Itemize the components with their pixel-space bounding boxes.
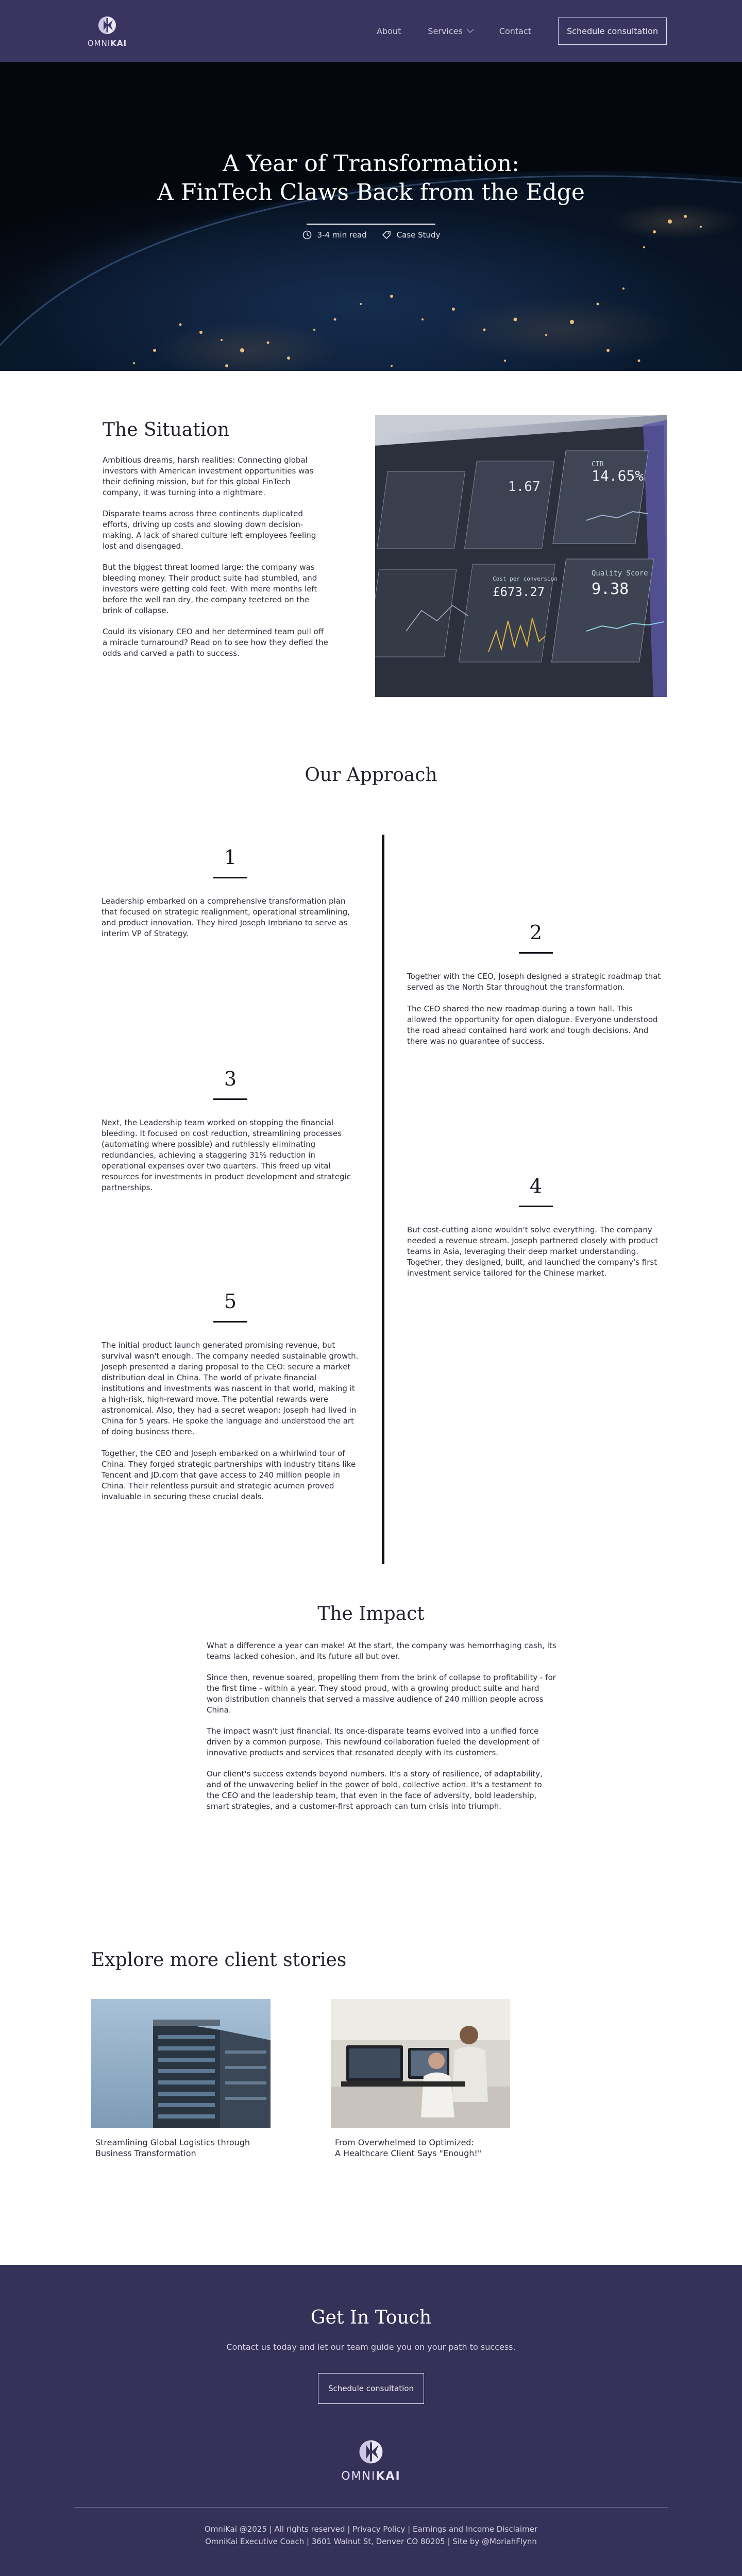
tag-icon — [381, 230, 392, 240]
approach-step-2 — [407, 921, 665, 1058]
omnikai-logo-icon — [356, 2437, 386, 2467]
footer-subtitle: Contact us today and let our team guide you on your path to success. — [226, 2342, 516, 2352]
nav-contact-link[interactable]: Contact — [499, 26, 532, 36]
explore-section — [0, 1933, 742, 2265]
situation-paragraph: Disparate teams across three continents duplicated efforts, driving up costs and slowing down decision-making. A lack of shared culture left employees feeling lost and disengaged. — [103, 509, 316, 551]
hero-title-line-2: A FinTech Claws Back from the Edge — [157, 179, 585, 206]
impact-title: The Impact — [317, 1603, 425, 1624]
approach-step-5 — [102, 1290, 359, 1513]
approach-title: Our Approach — [305, 765, 437, 786]
step-paragraph: Together, the CEO and Joseph embarked on a whirlwind tour of China. They forged strategic partnerships with industry titans like Tencent and JD.com that gave access to 240 million people in China. Their relentless pursuit and strategic acumen proved invaluable in securing these crucial deals. — [102, 1449, 356, 1501]
step-underline — [519, 1206, 553, 1207]
approach-section — [0, 732, 742, 1603]
dashboard-value-top-mid: 1.67 — [508, 479, 541, 495]
read-time-label: 3-4 min read — [317, 230, 367, 240]
logo-wordmark: OMNIKAI — [87, 39, 127, 48]
situation-paragraph: Could its visionary CEO and her determined team pull off a miracle turnaround? Read on to see how they defied the odds and carved a path to success. — [103, 627, 328, 658]
card-title: From Overwhelmed to Optimized: A Healthcare Client Says "Enough!" — [335, 2138, 482, 2158]
dashboard-value-cost: £673.27 — [493, 585, 545, 599]
clock-icon — [302, 230, 312, 240]
earnings-disclaimer-link[interactable]: Earnings and Income Disclaimer — [412, 2524, 538, 2534]
all-rights-reserved: All rights reserved — [274, 2524, 345, 2534]
nav-services-label: Services — [428, 26, 463, 36]
omnikai-logo-icon — [96, 14, 119, 37]
footer-title: Get In Touch — [310, 2307, 432, 2328]
nav-about-link[interactable]: About — [376, 26, 401, 36]
approach-step-4 — [407, 1175, 665, 1290]
chevron-down-icon — [467, 26, 474, 33]
footer-logo[interactable] — [340, 2437, 402, 2483]
hero-title — [0, 149, 742, 207]
dashboard-label-ctr: CTR — [592, 461, 604, 468]
logistics-building-image — [91, 1999, 271, 2128]
step-paragraph: Next, the Leadership team worked on stopping the financial bleeding. It focused on cost reduction, streamlining processes (automating where possible) and ruthlessly eliminating redundancies, achieving a staggering 31% reduction in operational expenses over two quarters. This freed up vital resources for investments in product development and strategic partnerships. — [102, 1118, 351, 1192]
situation-paragraph: Ambitious dreams, harsh realities: Connecting global investors with American investment opportunities was their defining mission, but for this global FinTech company, it was turning into a nightmare. — [103, 455, 314, 497]
step-paragraph: The initial product launch generated promising revenue, but survival wasn't enough. The company needed sustainable growth. Joseph presented a daring proposal to the CEO: secure a market distribution deal in China. The world of private financial institutions and investments was nascent in that world, making it a high-risk, high-reward move. The potential rewards were astronomical. Also, they had a secret weapon: Joseph had lived in China for 5 years. He spoke the language and understood the art of doing business there. — [102, 1341, 359, 1436]
client-story-card-healthcare[interactable] — [331, 1999, 510, 2159]
step-underline — [519, 952, 553, 954]
hero-divider — [307, 224, 435, 225]
situation-text — [103, 419, 329, 669]
dashboard-value-quality: 9.38 — [592, 580, 629, 598]
schedule-consultation-button[interactable]: Schedule consultation — [558, 18, 667, 45]
hero-banner — [0, 62, 742, 371]
impact-paragraph: The impact wasn't just financial. Its once-disparate teams evolved into a unified force driven by a common purpose. This newfound collaboration fueled the development of innovative products and services that resonated deeply with its customers. — [207, 1726, 539, 1757]
step-paragraph: Together with the CEO, Joseph designed a strategic roadmap that served as the North Star throughout the transformation. — [407, 972, 661, 992]
footer-schedule-consultation-button[interactable]: Schedule consultation — [318, 2373, 424, 2404]
analytics-dashboard-image — [375, 415, 667, 697]
nav-services-link[interactable] — [428, 26, 472, 36]
hero-content — [0, 149, 742, 240]
step-underline — [213, 877, 247, 878]
impact-text — [207, 1640, 557, 1822]
situation-section — [0, 371, 742, 732]
office-tower-illustration — [91, 1999, 271, 2128]
step-underline — [213, 1098, 247, 1100]
office-workers-illustration — [331, 1999, 510, 2128]
situation-title: The Situation — [103, 419, 230, 440]
approach-step-3 — [102, 1067, 359, 1204]
footer-legal-line: OmniKai @2025 | All rights reserved | Privacy Policy | Earnings and Income Disclaimer — [204, 2524, 538, 2534]
healthcare-office-image — [331, 1999, 510, 2128]
top-nav — [0, 0, 742, 62]
impact-paragraph: Since then, revenue soared, propelling them from the brink of collapse to profitability - for the first time - within a year. They stood proud, with a growing product suite and hard won distribution channels that served a massive audience of 240 million people across China. — [207, 1673, 556, 1715]
step-number: 1 — [224, 846, 237, 869]
step-paragraph: But cost-cutting alone wouldn't solve everything. The company needed a revenue stream. Joseph partnered closely with product teams in Asia, leveraging their deep market understanding. Together, they designed, built, and launched the company's first investment service tailored for the Chinese market. — [407, 1225, 659, 1278]
dashboard-label-quality: Quality Score — [592, 569, 648, 578]
hero-meta — [0, 230, 742, 240]
card-title: Streamlining Global Logistics through Business Transformation — [95, 2138, 250, 2158]
footer-address-line: OmniKai Executive Coach | 3601 Walnut St, Denver CO 80205 | Site by @MoriahFlynn — [205, 2537, 537, 2546]
site-credit-link[interactable]: Site by @MoriahFlynn — [452, 2537, 537, 2546]
category — [381, 230, 441, 240]
approach-step-1 — [102, 846, 359, 950]
step-number: 2 — [529, 921, 543, 944]
privacy-policy-link[interactable]: Privacy Policy — [352, 2524, 406, 2534]
step-underline — [213, 1321, 247, 1323]
company-address: 3601 Walnut St, Denver CO 80205 — [311, 2537, 445, 2546]
category-label: Case Study — [396, 230, 441, 240]
read-time — [302, 230, 367, 240]
copyright: OmniKai @2025 — [204, 2524, 267, 2534]
step-number: 4 — [529, 1175, 543, 1197]
dashboard-label-cost: Cost per conversion — [493, 575, 558, 582]
impact-paragraph: Our client's success extends beyond numbers. It's a story of resilience, of adaptability, and of the unwavering belief in the power of bold, collective action. It's a testament to the CEO and the leadership team, that even in the face of adversity, bold leadership, smart strategies, and a customer-first approach can turn crisis into triumph. — [207, 1769, 543, 1811]
step-number: 3 — [224, 1067, 237, 1090]
dashboard-value-ctr: 14.65% — [592, 467, 644, 484]
client-story-card-logistics[interactable] — [91, 1999, 271, 2159]
footer-logo-wordmark: OMNIKAI — [341, 2470, 401, 2483]
dashboard-screen-illustration — [375, 415, 667, 697]
explore-title: Explore more client stories — [91, 1950, 347, 1971]
hero-title-line-1: A Year of Transformation: — [223, 150, 519, 177]
company-name: OmniKai Executive Coach — [205, 2537, 305, 2546]
nav-links — [377, 18, 667, 45]
timeline-divider — [382, 835, 384, 1564]
step-paragraph: The CEO shared the new roadmap during a town hall. This allowed the opportunity for open dialogue. Everyone understood the road ahead contained hard work and tough decisions. And there was no guarantee of success. — [407, 1004, 658, 1046]
impact-section — [0, 1603, 742, 1933]
site-logo[interactable] — [86, 14, 129, 48]
step-number: 5 — [224, 1290, 237, 1313]
step-paragraph: Leadership embarked on a comprehensive transformation plan that focused on strategic realignment, operational streamlining, and product innovation. They hired Joseph Imbriano to serve as interim VP of Strategy. — [102, 896, 350, 938]
situation-paragraph: But the biggest threat loomed large: the company was bleeding money. Their product suite had stumbled, and investors were getting cold feet. With mere months left before the well ran dry, the company teetered on the brink of collapse. — [103, 563, 317, 615]
site-footer — [0, 2265, 742, 2576]
impact-paragraph: What a difference a year can make! At the start, the company was hemorrhaging cash, its teams lacked cohesion, and its future all but over. — [207, 1641, 556, 1661]
